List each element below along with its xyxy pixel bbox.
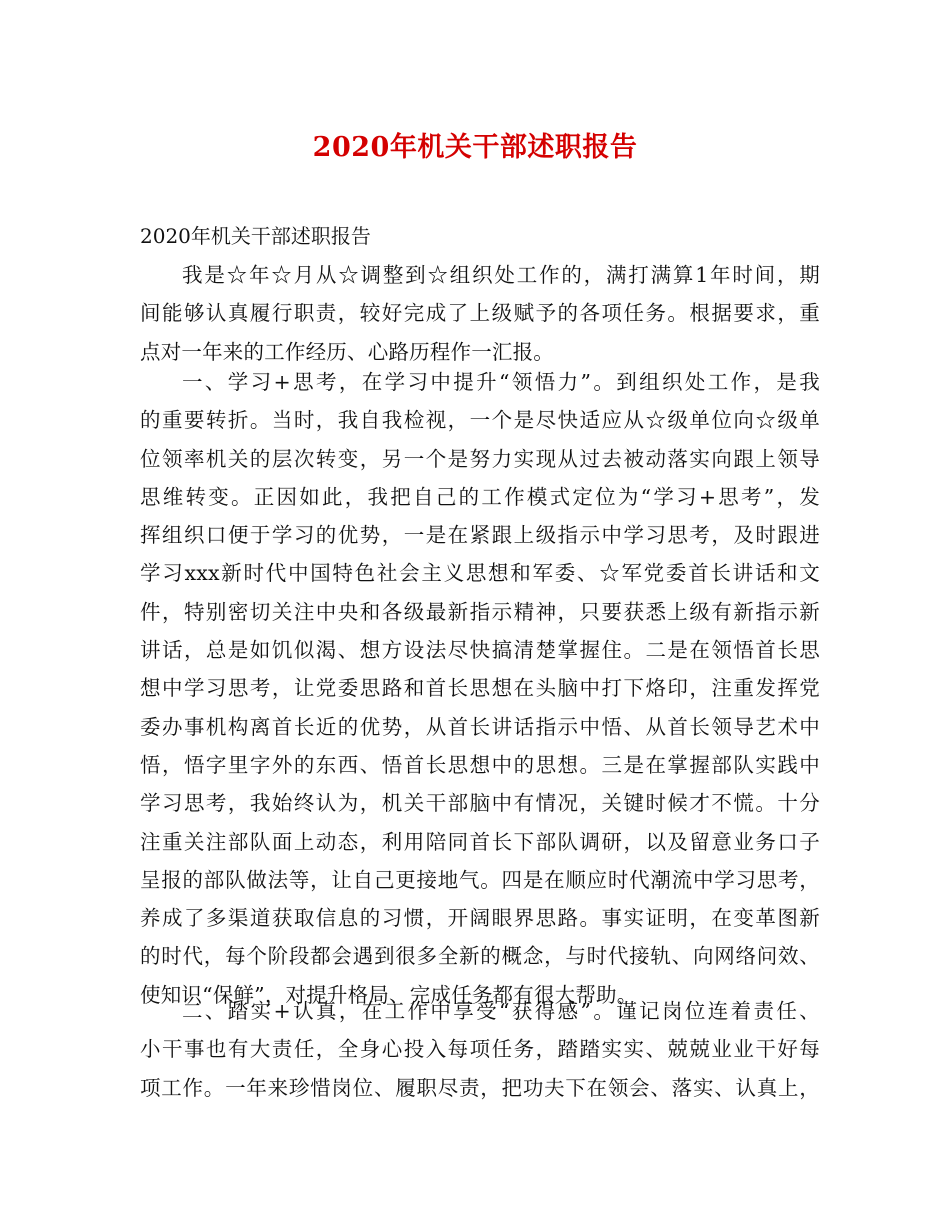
- paragraph-line: 二、踏实+认真，在工作中享受“获得感”。谨记岗位连着责任、: [182, 999, 820, 1023]
- paragraph-line: 间能够认真履行职责，较好完成了上级赋予的各项任务。根据要求，重: [140, 301, 820, 326]
- paragraph-line: 悟，悟字里字外的东西、悟首长思想中的思想。三是在掌握部队实践中: [140, 752, 820, 777]
- document-subtitle: 2020年机关干部述职报告: [140, 224, 371, 248]
- paragraph-line: 呈报的部队做法等，让自己更接地气。四是在顺应时代潮流中学习思考，: [140, 867, 820, 892]
- paragraph-line: 我是☆年☆月从☆调整到☆组织处工作的，满打满算1年时间，期: [182, 263, 820, 287]
- paragraph-line: 注重关注部队面上动态，利用陪同首长下部队调研，以及留意业务口子: [140, 829, 820, 854]
- paragraph-line: 挥组织口便于学习的优势，一是在紧跟上级指示中学习思考，及时跟进: [140, 523, 820, 548]
- paragraph-intro: [140, 256, 820, 371]
- paragraph-line: 思维转变。正因如此，我把自己的工作模式定位为“学习+思考”，发: [140, 484, 820, 509]
- paragraph-line: 使知识“保鲜”，对提升格局、完成任务都有很大帮助。: [140, 982, 638, 1007]
- paragraph-section-two: [140, 992, 820, 1107]
- document-title: 2020年机关干部述职报告: [312, 132, 638, 163]
- paragraph-line: 一、学习+思考，在学习中提升“领悟力”。到组织处工作，是我: [182, 370, 820, 394]
- paragraph-line: 点对一年来的工作经历、心路历程作一汇报。: [140, 339, 554, 364]
- paragraph-line: 的时代，每个阶段都会遇到很多全新的概念，与时代接轨、向网络问效、: [140, 944, 820, 969]
- paragraph-line: 委办事机构离首长近的优势，从首长讲话指示中悟、从首长领导艺术中: [140, 714, 820, 739]
- paragraph-line: 学习思考，我始终认为，机关干部脑中有情况，关键时候才不慌。十分: [140, 791, 820, 816]
- paragraph-line: 位领率机关的层次转变，另一个是努力实现从过去被动落实向跟上领导: [140, 446, 820, 471]
- paragraph-line: 学习xxx新时代中国特色社会主义思想和军委、☆军党委首长讲话和文: [140, 561, 820, 586]
- paragraph-line: 养成了多渠道获取信息的习惯，开阔眼界思路。事实证明，在变革图新: [140, 906, 820, 931]
- paragraph-line: 的重要转折。当时，我自我检视，一个是尽快适应从☆级单位向☆级单: [140, 408, 820, 433]
- paragraph-line: 项工作。一年来珍惜岗位、履职尽责，把功夫下在领会、落实、认真上，: [140, 1075, 820, 1100]
- paragraph-line: 件，特别密切关注中央和各级最新指示精神，只要获悉上级有新指示新: [140, 599, 820, 624]
- paragraph-section-one: [140, 363, 820, 1014]
- paragraph-line: 小干事也有大责任，全身心投入每项任务，踏踏实实、兢兢业业干好每: [140, 1037, 820, 1062]
- paragraph-line: 讲话，总是如饥似渴、想方设法尽快搞清楚掌握住。二是在领悟首长思: [140, 638, 820, 663]
- paragraph-line: 想中学习思考，让党委思路和首长思想在头脑中打下烙印，注重发挥党: [140, 676, 820, 701]
